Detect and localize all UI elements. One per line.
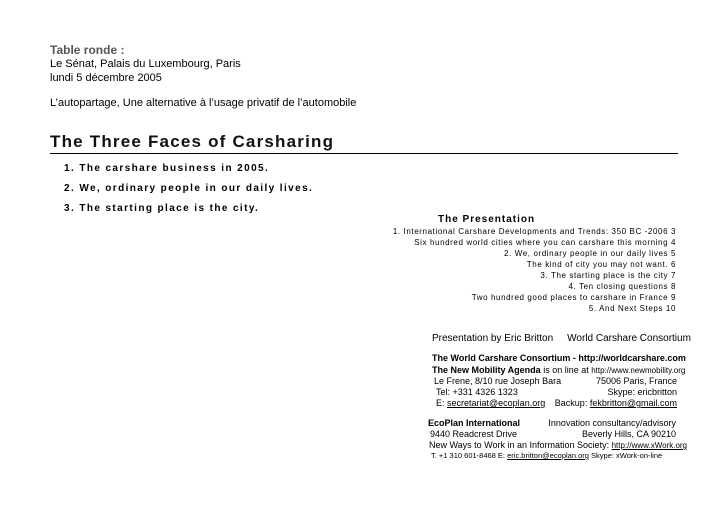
- ecoplan-address-row: [430, 429, 676, 439]
- toc-item: 2. We, ordinary people in our daily lives 5: [504, 249, 676, 258]
- email-link[interactable]: secretariat@ecoplan.org: [447, 398, 546, 408]
- last-skype: Skype: xWork-on-line: [588, 451, 663, 460]
- last-tel: T. +1 310 601-8468 E:: [431, 451, 508, 460]
- organization: World Carshare Consortium: [567, 333, 691, 344]
- nma-link[interactable]: http://www.newmobility.org: [591, 366, 686, 375]
- toc-item: 1. International Carshare Developments and Trends: 350 BC -2006 3: [392, 227, 676, 236]
- backup-label: Backup:: [554, 398, 590, 408]
- wcc-line: The World Carshare Consortium - http://worldcarshare.com: [432, 353, 686, 363]
- tel-row: [436, 387, 677, 397]
- ecoplan-address-right: Beverly Hills, CA 90210: [581, 429, 676, 439]
- toc-item: 5. And Next Steps 10: [588, 304, 676, 313]
- newways-line: [429, 440, 687, 450]
- newways-text: New Ways to Work in an Information Society:: [429, 440, 612, 450]
- email-row: [436, 398, 677, 408]
- point-2: 2. We, ordinary people in our daily lives.: [64, 183, 314, 194]
- nma-label: The New Mobility Agenda: [432, 365, 541, 375]
- email-group: [436, 398, 545, 408]
- nma-line: [432, 365, 685, 375]
- ecoplan-desc: Innovation consultancy/advisory: [548, 418, 676, 428]
- venue: Le Sénat, Palais du Luxembourg, Paris: [50, 58, 241, 70]
- event-title: Table ronde :: [50, 43, 125, 57]
- address-left: Le Frene, 8/10 rue Joseph Bara: [434, 376, 562, 386]
- backup-group: [555, 398, 677, 408]
- point-1: 1. The carshare business in 2005.: [64, 163, 270, 174]
- presentation-title: The Presentation: [438, 214, 536, 225]
- newways-link[interactable]: http://www.xWork.org: [611, 441, 688, 450]
- toc-item: Six hundred world cities where you can carshare this morning 4: [414, 238, 676, 247]
- ecoplan-address-left: 9440 Readcrest Drive: [430, 429, 518, 439]
- skype: Skype: ericbritton: [607, 387, 677, 397]
- toc-item: The kind of city you may not want. 6: [526, 260, 676, 269]
- point-3: 3. The starting place is the city.: [64, 203, 260, 214]
- email-label: E:: [436, 398, 448, 408]
- title-rule: [50, 153, 678, 154]
- event-subtitle: L’autopartage, Une alternative à l’usage privatif de l’automobile: [50, 97, 357, 109]
- toc-item: 3. The starting place is the city 7: [540, 271, 676, 280]
- last-email-link[interactable]: eric.britton@ecoplan.org: [507, 451, 589, 460]
- byline: [432, 333, 691, 344]
- event-date: lundi 5 décembre 2005: [50, 72, 162, 84]
- backup-email-link[interactable]: fekbritton@gmail.com: [589, 398, 677, 408]
- page-title: The Three Faces of Carsharing: [50, 132, 335, 151]
- nma-text: is on line at: [540, 365, 592, 375]
- tel: Tel: +331 4326 1323: [436, 387, 518, 397]
- toc-item: Two hundred good places to carshare in France 9: [471, 293, 676, 302]
- ecoplan-label: EcoPlan International: [428, 418, 521, 428]
- ecoplan-row: [428, 418, 676, 428]
- last-contact-line: [431, 451, 662, 460]
- toc-item: 4. Ten closing questions 8: [568, 282, 676, 291]
- presenter: Presentation by Eric Britton: [432, 333, 554, 344]
- address-right: 75006 Paris, France: [595, 376, 677, 386]
- address-row: [434, 376, 677, 386]
